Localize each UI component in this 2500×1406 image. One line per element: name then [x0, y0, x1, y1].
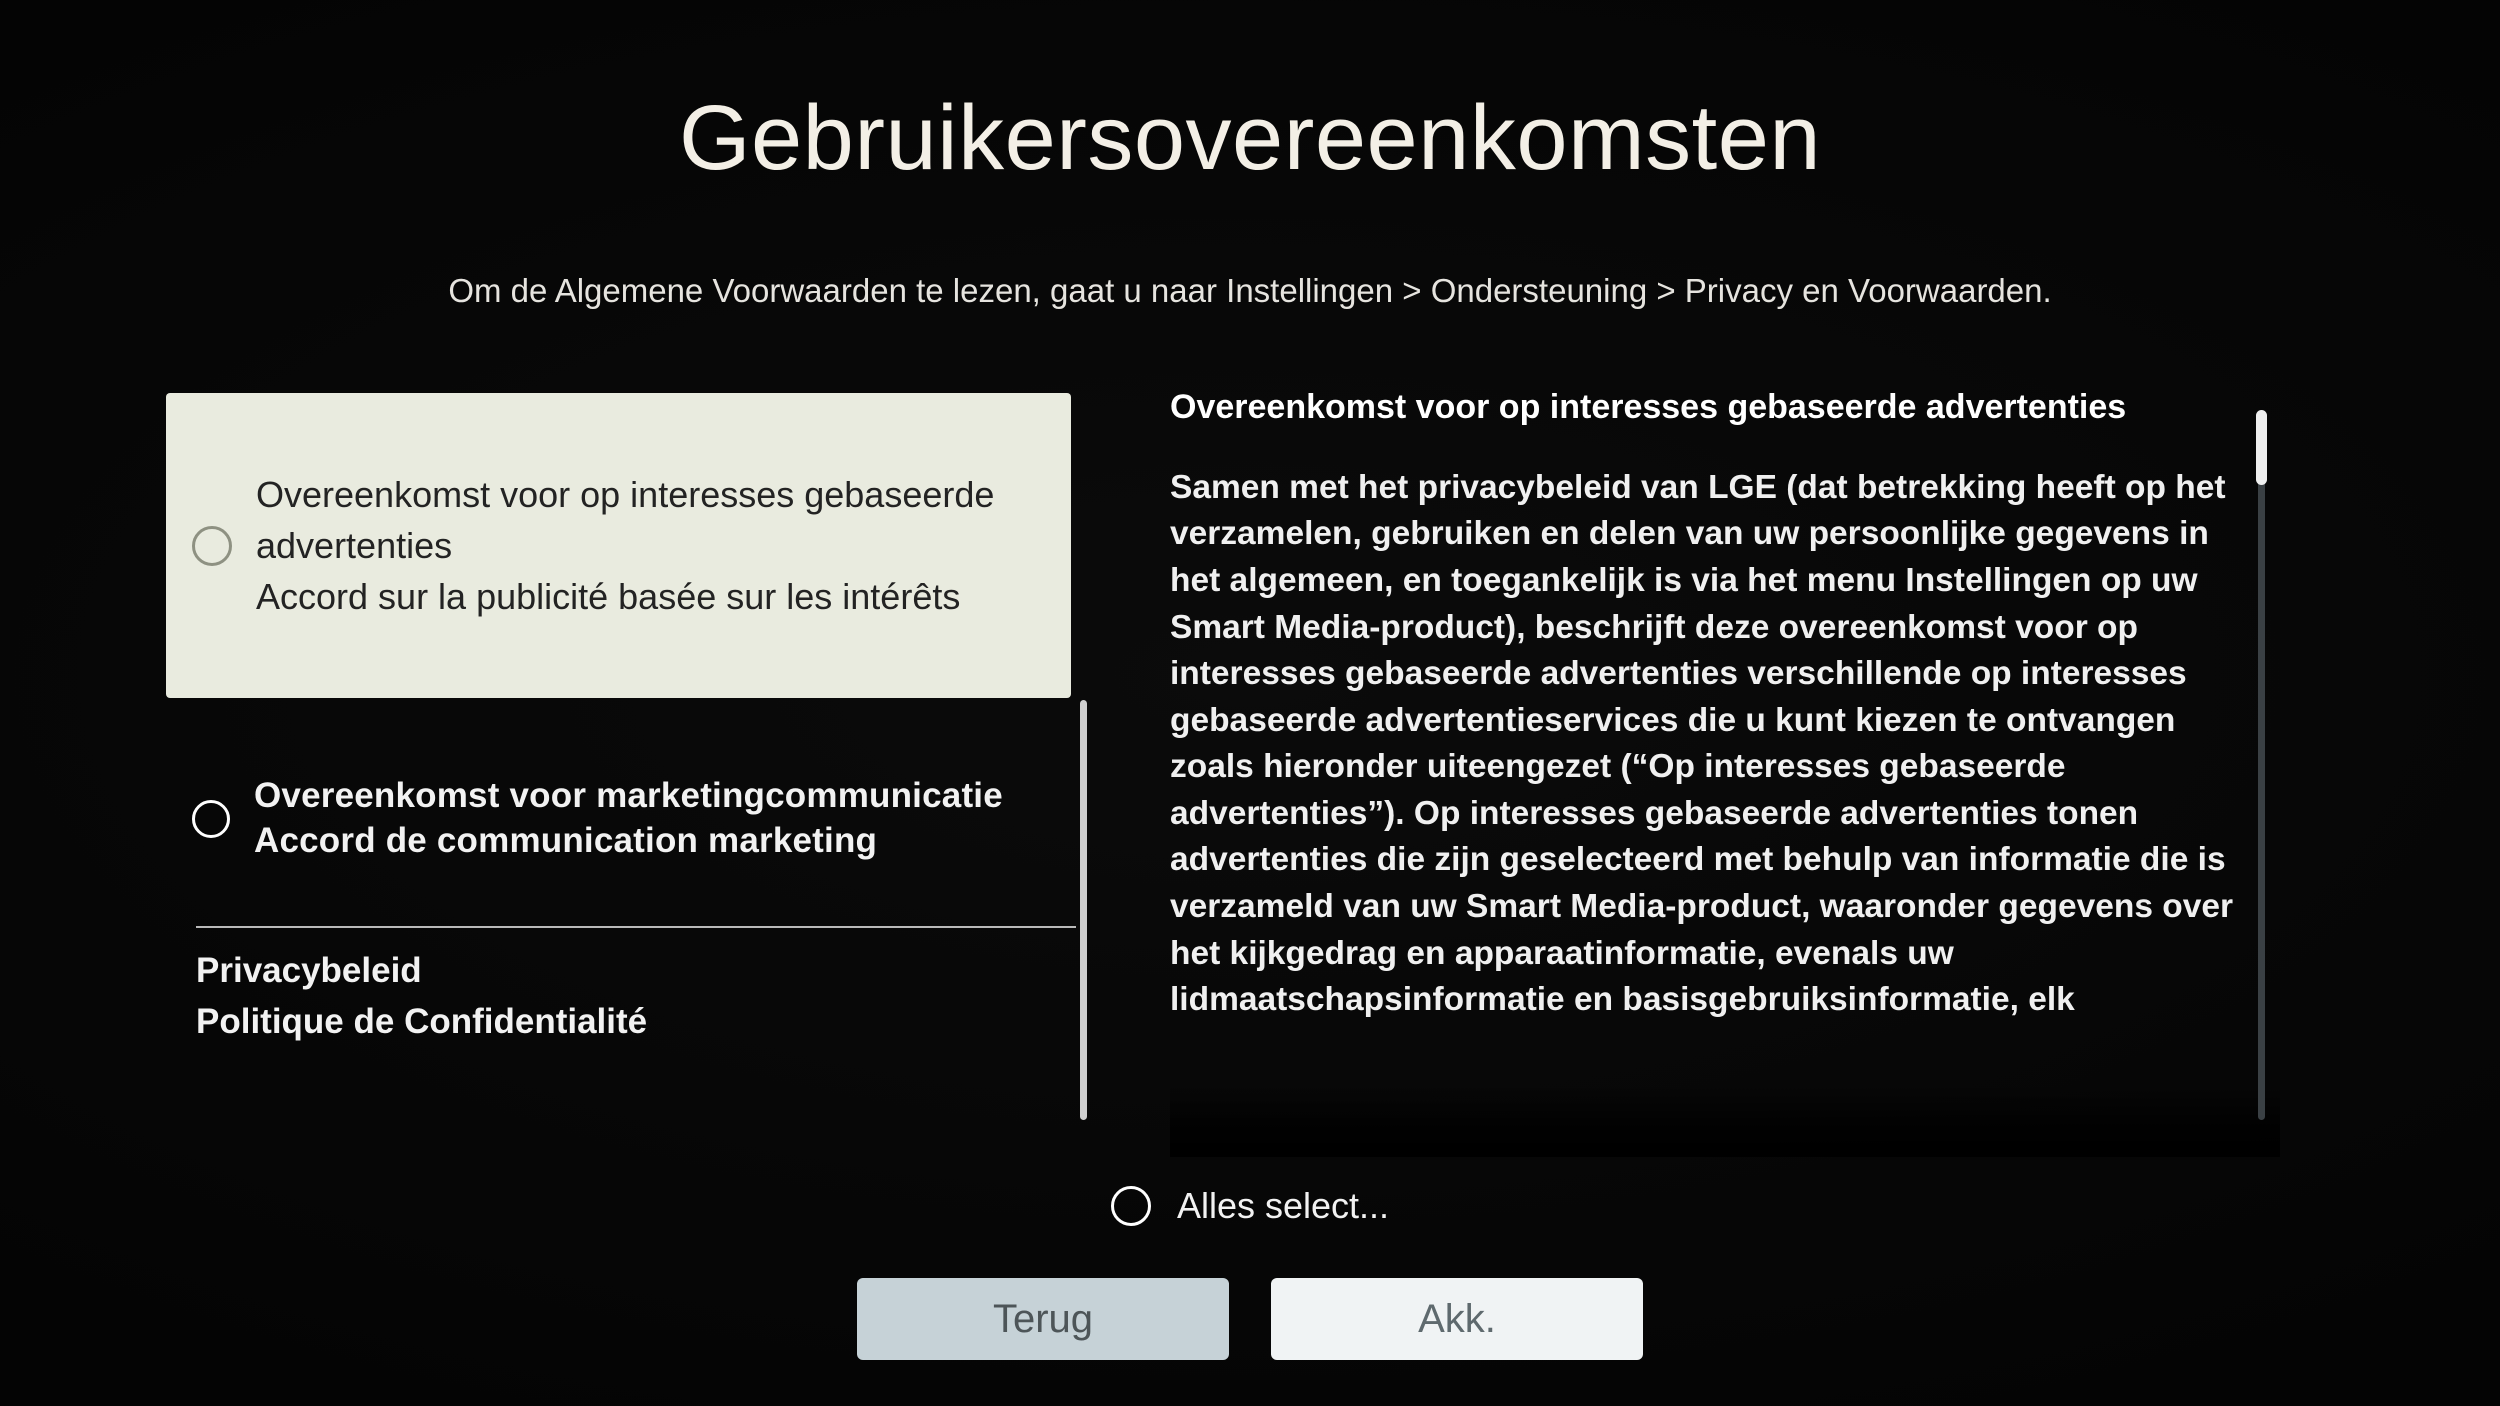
detail-scrollbar-thumb[interactable] — [2256, 410, 2267, 485]
agreement-item-interest-based-ads[interactable] — [166, 393, 1071, 698]
select-all-row[interactable] — [0, 1185, 2500, 1227]
page-subtitle: Om de Algemene Voorwaarden te lezen, gaat u naar Instellingen > Ondersteuning > Privacy en Voorwaarden. — [448, 272, 2052, 309]
agreement-label-primary: Overeenkomst voor marketingcommunicatie — [254, 776, 1003, 816]
agreement-item-label — [256, 469, 1053, 622]
accept-button[interactable]: Akk. — [1271, 1278, 1643, 1360]
radio-icon-interest-based-ads[interactable] — [192, 526, 232, 566]
back-button[interactable]: Terug — [857, 1278, 1229, 1360]
agreements-list[interactable] — [166, 393, 1071, 1133]
agreement-item-marketing-communication[interactable] — [166, 724, 1071, 914]
privacy-policy-label-fr: Politique de Confidentialité — [196, 1001, 648, 1041]
page-title: Gebruikersovereenkomsten — [678, 87, 1822, 189]
agreement-detail-panel — [1170, 385, 2255, 1145]
agreement-label-secondary: Accord sur la publicité basée sur les intérêts — [256, 576, 961, 618]
agreement-detail-body: Samen met het privacybeleid van LGE (dat betrekking heeft op het verzamelen, gebruiken en delen van uw persoonlijke gegevens in het algemeen, en toegankelijk is via het menu Instellingen op uw Smart Media-product), beschrijft deze overeenkomst voor op interesses gebaseerde advertenties verschillende op interesses gebaseerde advertentieservices die u kunt kiezen te ontvangen zoals hieronder uiteengezet (“Op interesses gebaseerde advertenties”). Op interesses gebaseerde advertenties tonen advertenties die zijn geselecteerd met behulp van informatie die is verzameld van uw Smart Media-product, waaronder gegevens over het kijkgedrag en apparaatinformatie, evenals uw lidmaatschapsinformatie en basisgebruiksinformatie, elk — [1170, 468, 2234, 1019]
radio-icon-marketing-communication[interactable] — [192, 800, 230, 838]
privacy-policy-label-nl: Privacybeleid — [196, 951, 422, 990]
radio-icon-select-all[interactable] — [1111, 1186, 1151, 1226]
select-all-label: Alles select... — [1176, 1185, 1390, 1226]
agreement-label-primary: Overeenkomst voor op interesses gebaseerde advertenties — [256, 473, 995, 566]
detail-scrollbar-track[interactable] — [2258, 410, 2265, 1120]
left-list-scrollbar[interactable] — [1080, 700, 1087, 1120]
agreement-item-label — [254, 774, 1003, 864]
privacy-policy-item[interactable] — [166, 946, 1071, 1048]
list-divider — [196, 926, 1076, 928]
agreement-detail-title: Overeenkomst voor op interesses gebaseerde advertenties — [1170, 388, 2127, 426]
action-buttons — [0, 1278, 2500, 1360]
agreement-label-secondary: Accord de communication marketing — [254, 821, 878, 860]
